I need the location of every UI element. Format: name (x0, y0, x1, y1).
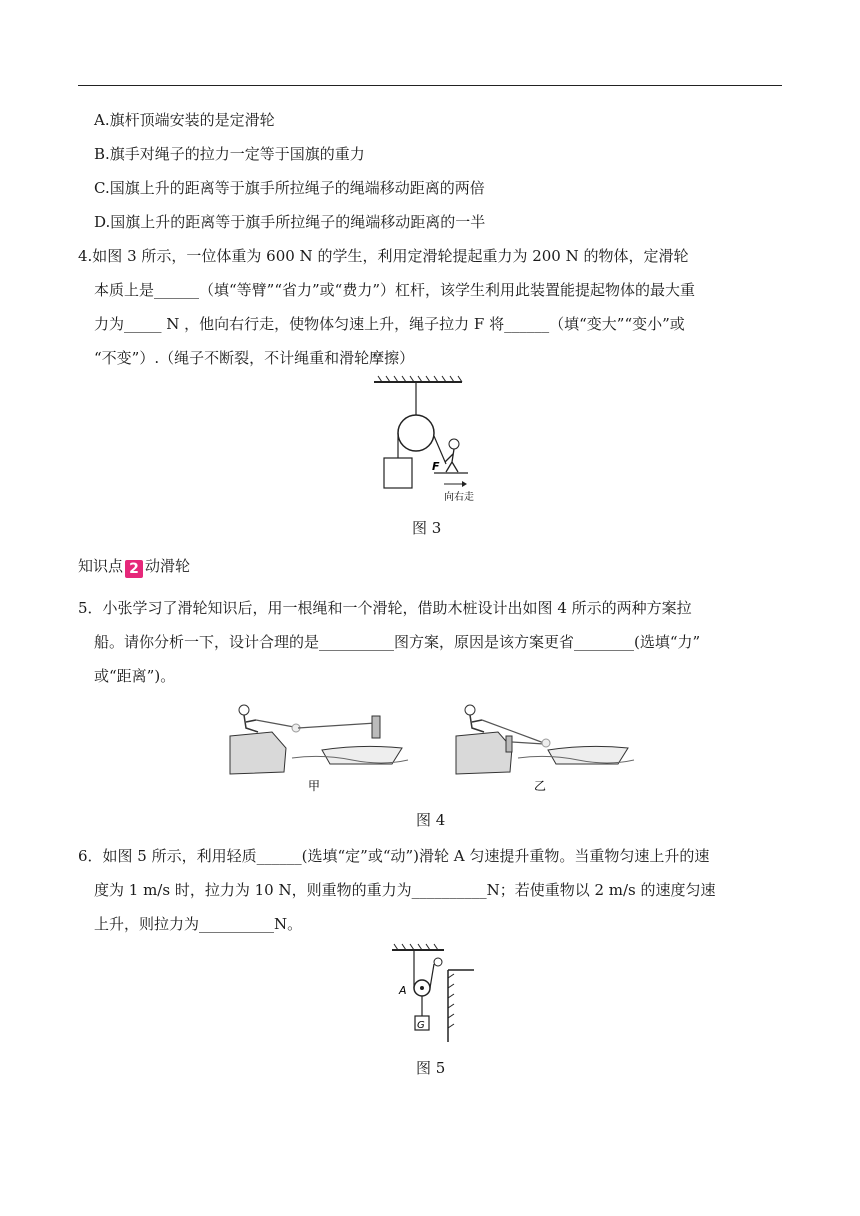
figure-3-force-label: F (432, 460, 440, 473)
figure-4-label-yi: 乙 (534, 779, 547, 793)
section-header (78, 556, 190, 578)
figure-4-scheme-yi (448, 696, 638, 796)
section-prefix: 知识点 (78, 557, 124, 575)
q3-option-d: D.国旗上升的距离等于旗手所拉绳子的绳端移动距离的一半 (94, 213, 486, 231)
figure-5-caption: 图 5 (416, 1059, 446, 1077)
section-title: 动滑轮 (145, 557, 191, 575)
q4-line-1: 4.如图 3 所示，一位体重为 600 N 的学生，利用定滑轮提起重力为 200 N 的物体，定滑轮 (78, 247, 689, 265)
q6-line-3: 上升，则拉力为__________N。 (94, 915, 303, 933)
q3-option-b: B.旗手对绳子的拉力一定等于国旗的重力 (94, 145, 365, 163)
q5-line-1: 5．小张学习了滑轮知识后，用一根绳和一个滑轮，借助木桩设计出如图 4 所示的两种方案拉 (78, 599, 692, 617)
q5-line-3: 或“距离”)。 (94, 667, 176, 685)
figure-5-pulley-label: A (399, 984, 407, 997)
figure-4-caption: 图 4 (416, 811, 446, 829)
q5-line-2: 船。请你分析一下，设计合理的是__________图方案，原因是该方案更省________(选填“力” (94, 633, 701, 651)
q6-line-2: 度为 1 m/s 时，拉力为 10 N，则重物的重力为__________N；若使重物以 2 m/s 的速度匀速 (94, 881, 716, 899)
figure-3-walk-label: 向右走 (444, 492, 474, 503)
q4-line-4: “不变”）.（绳子不断裂，不计绳重和滑轮摩擦） (94, 349, 415, 367)
figure-5-weight-label: G (417, 1020, 425, 1031)
header-rule (78, 85, 782, 86)
figure-5-movable-pulley (386, 944, 478, 1044)
q3-option-a: A.旗杆顶端安装的是定滑轮 (94, 111, 275, 129)
q3-option-c: C.国旗上升的距离等于旗手所拉绳子的绳端移动距离的两倍 (94, 179, 485, 197)
figure-3-caption: 图 3 (412, 519, 442, 537)
q4-line-2: 本质上是______（填“等臂”“省力”或“费力”）杠杆，该学生利用此装置能提起物体的最大重 (94, 281, 696, 299)
section-number-badge: 2 (125, 560, 143, 578)
q6-line-1: 6．如图 5 所示，利用轻质______(选填“定”或“动”)滑轮 A 匀速提升重物。当重物匀速上升的速 (78, 847, 710, 865)
figure-4-label-jia: 甲 (308, 779, 321, 793)
q4-line-3: 力为_____ N ，他向右行走，使物体匀速上升，绳子拉力 F 将______（填“变大”“变小”或 (94, 315, 685, 333)
figure-3-fixed-pulley (368, 376, 474, 506)
figure-4-scheme-jia (222, 696, 412, 796)
